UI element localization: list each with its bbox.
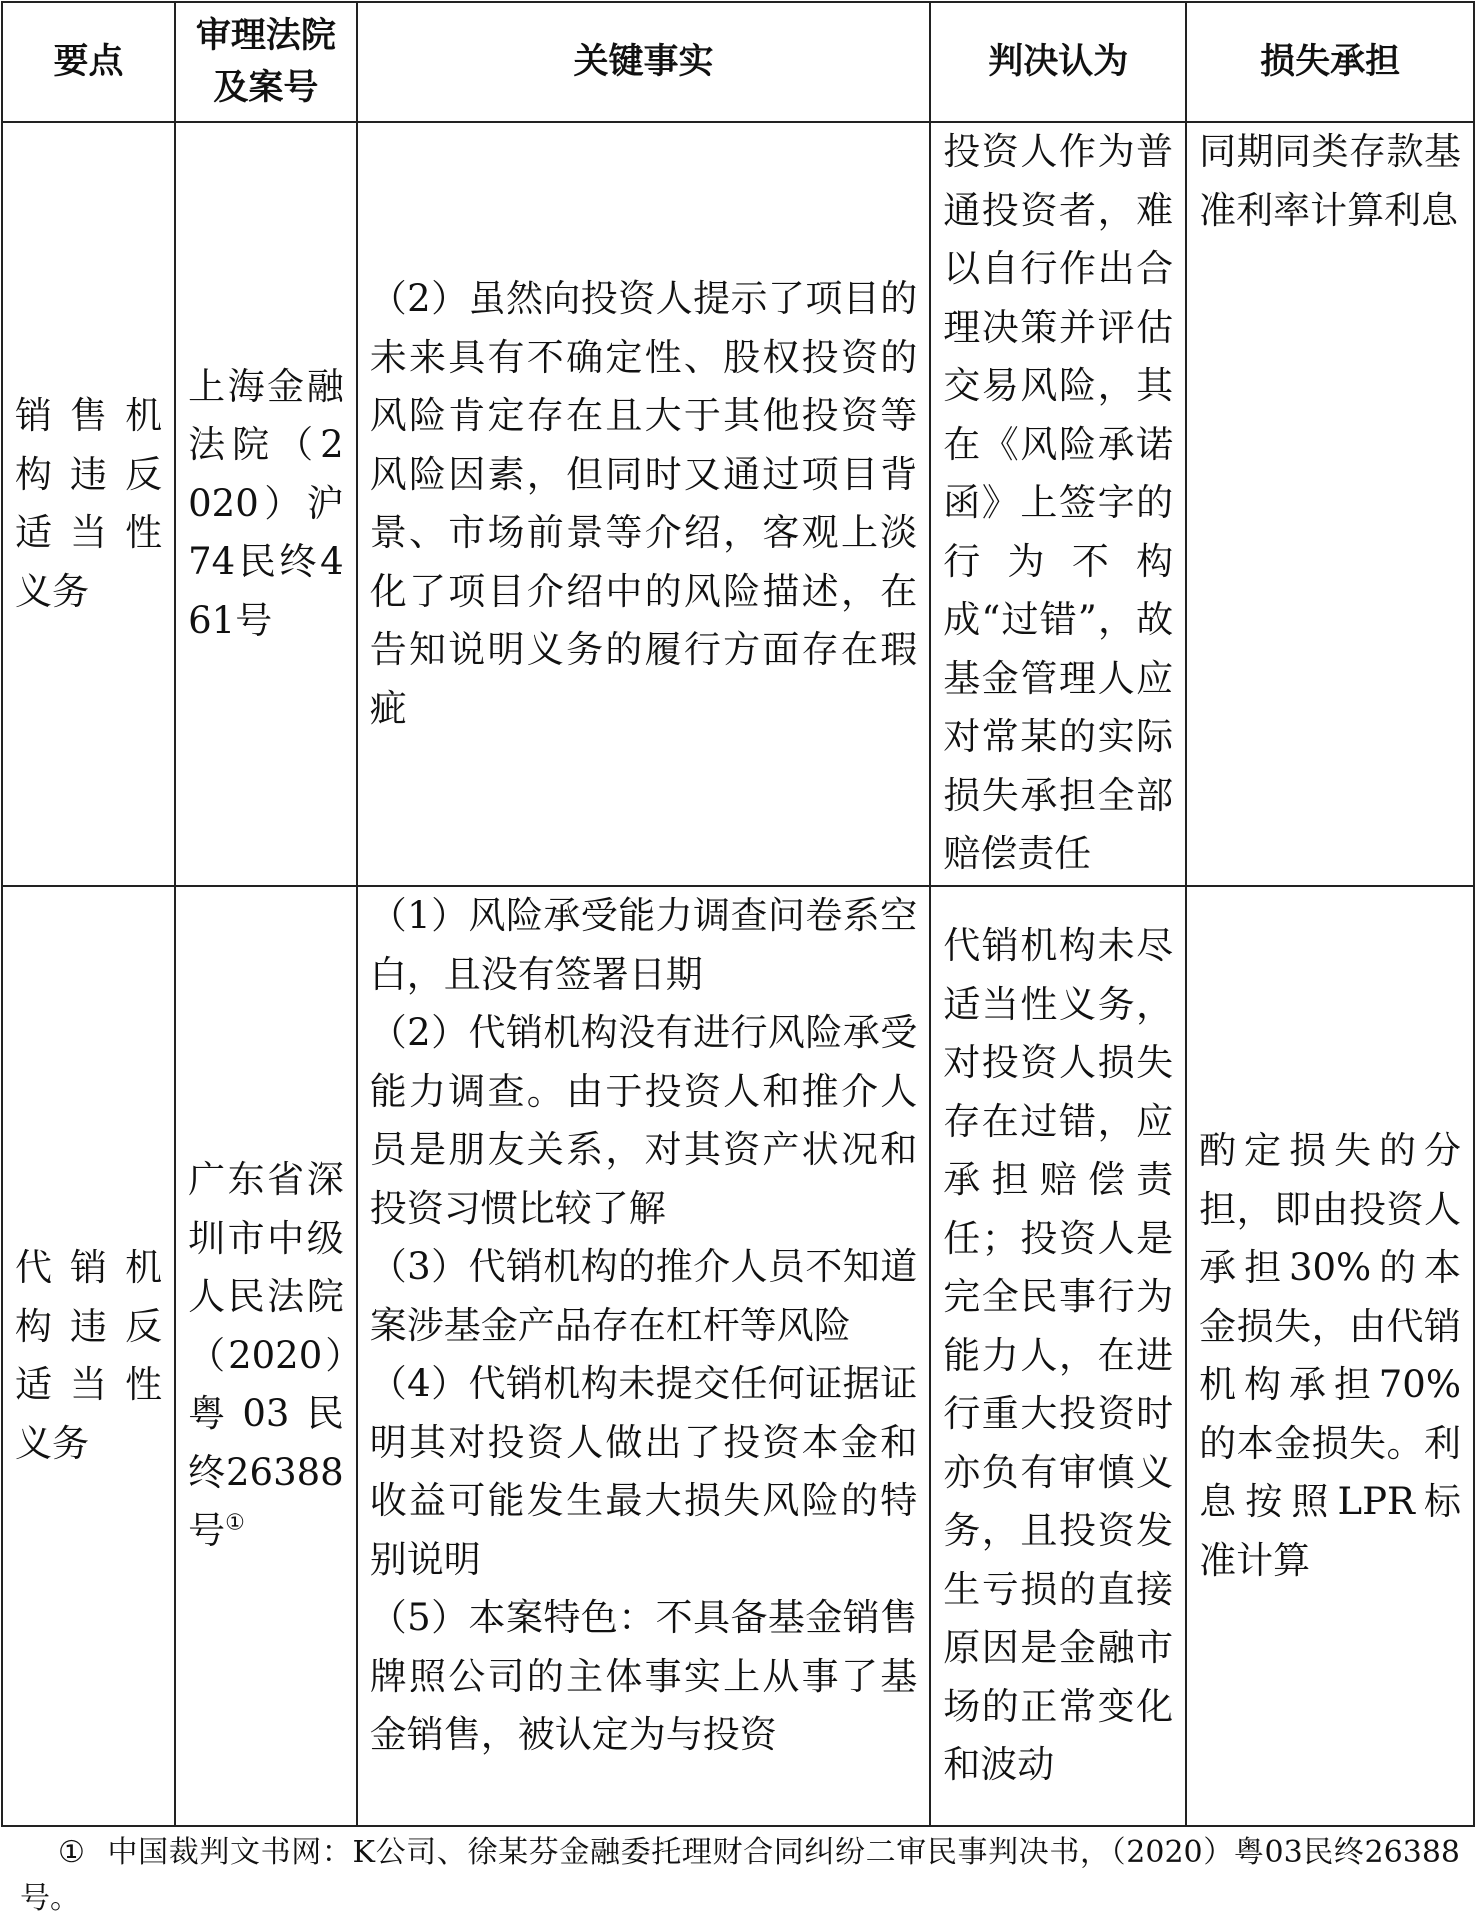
table-row [2,886,1474,1826]
cell-point: 代销机构违反适当性义务 [2,886,175,1826]
cell-facts [357,886,931,1826]
cell-loss: 酌定损失的分担，即由投资人承担30%的本金损失，由代销机构承担70%的本金损失。利息按照LPR标准计算 [1186,886,1474,1826]
footnote-text: 中国裁判文书网：K公司、徐某芬金融委托理财合同纠纷二审民事判决书，（2020）粤03民终26388号。 [20,1835,1460,1916]
fact-item: （4）代销机构未提交任何证据证明其对投资人做出了投资本金和收益可能发生最大损失风险的特别说明 [369,1362,918,1581]
fact-item: （2）代销机构没有进行风险承受能力调查。由于投资人和推介人员是朋友关系，对其资产状况和投资习惯比较了解 [369,1011,918,1230]
fact-item: （2）虽然向投资人提示了项目的未来具有不确定性、股权投资的风险肯定存在且大于其他投资等风险因素，但同时又通过项目背景、市场前景等介绍，客观上淡化了项目介绍中的风险描述，在告知说明义务的履行方面存在瑕疵 [369,277,918,730]
cell-loss: 同期同类存款基准利率计算利息 [1186,122,1474,886]
cell-judgment: 投资人作为普通投资者，难以自行作出合理决策并评估交易风险，其在《风险承诺函》上签字的行为不构成“过错”，故基金管理人应对常某的实际损失承担全部赔偿责任 [930,122,1186,886]
header-facts: 关键事实 [357,2,931,122]
table-row [2,122,1474,886]
cell-point: 销售机构违反适当性义务 [2,122,175,886]
cell-court [175,886,357,1826]
table-header-row [2,2,1474,122]
cell-facts [357,122,931,886]
header-point: 要点 [2,2,175,122]
header-loss: 损失承担 [1186,2,1474,122]
footnote-mark: ① [58,1835,86,1870]
header-judgment: 判决认为 [930,2,1186,122]
footnote-reference[interactable]: ① [225,1510,245,1536]
fact-item: （5）本案特色：不具备基金销售牌照公司的主体事实上从事了基金销售，被认定为与投资 [369,1596,918,1756]
cell-court: 上海金融法院（2020）沪74民终461号 [175,122,357,886]
cell-judgment: 代销机构未尽适当性义务，对投资人损失存在过错，应承担赔偿责任；投资人是完全民事行为能力人，在进行重大投资时亦负有审慎义务，且投资发生亏损的直接原因是金融市场的正常变化和波动 [930,886,1186,1826]
fact-item: （1）风险承受能力调查问卷系空白，且没有签署日期 [369,894,918,996]
header-court: 审理法院及案号 [175,2,357,122]
fact-item: （3）代销机构的推介人员不知道案涉基金产品存在杠杆等风险 [369,1245,918,1347]
court-text: 广东省深圳市中级人民法院（2020）粤03民终26388号 [188,1158,344,1553]
case-table [1,1,1475,1827]
footnote [20,1830,1460,1922]
